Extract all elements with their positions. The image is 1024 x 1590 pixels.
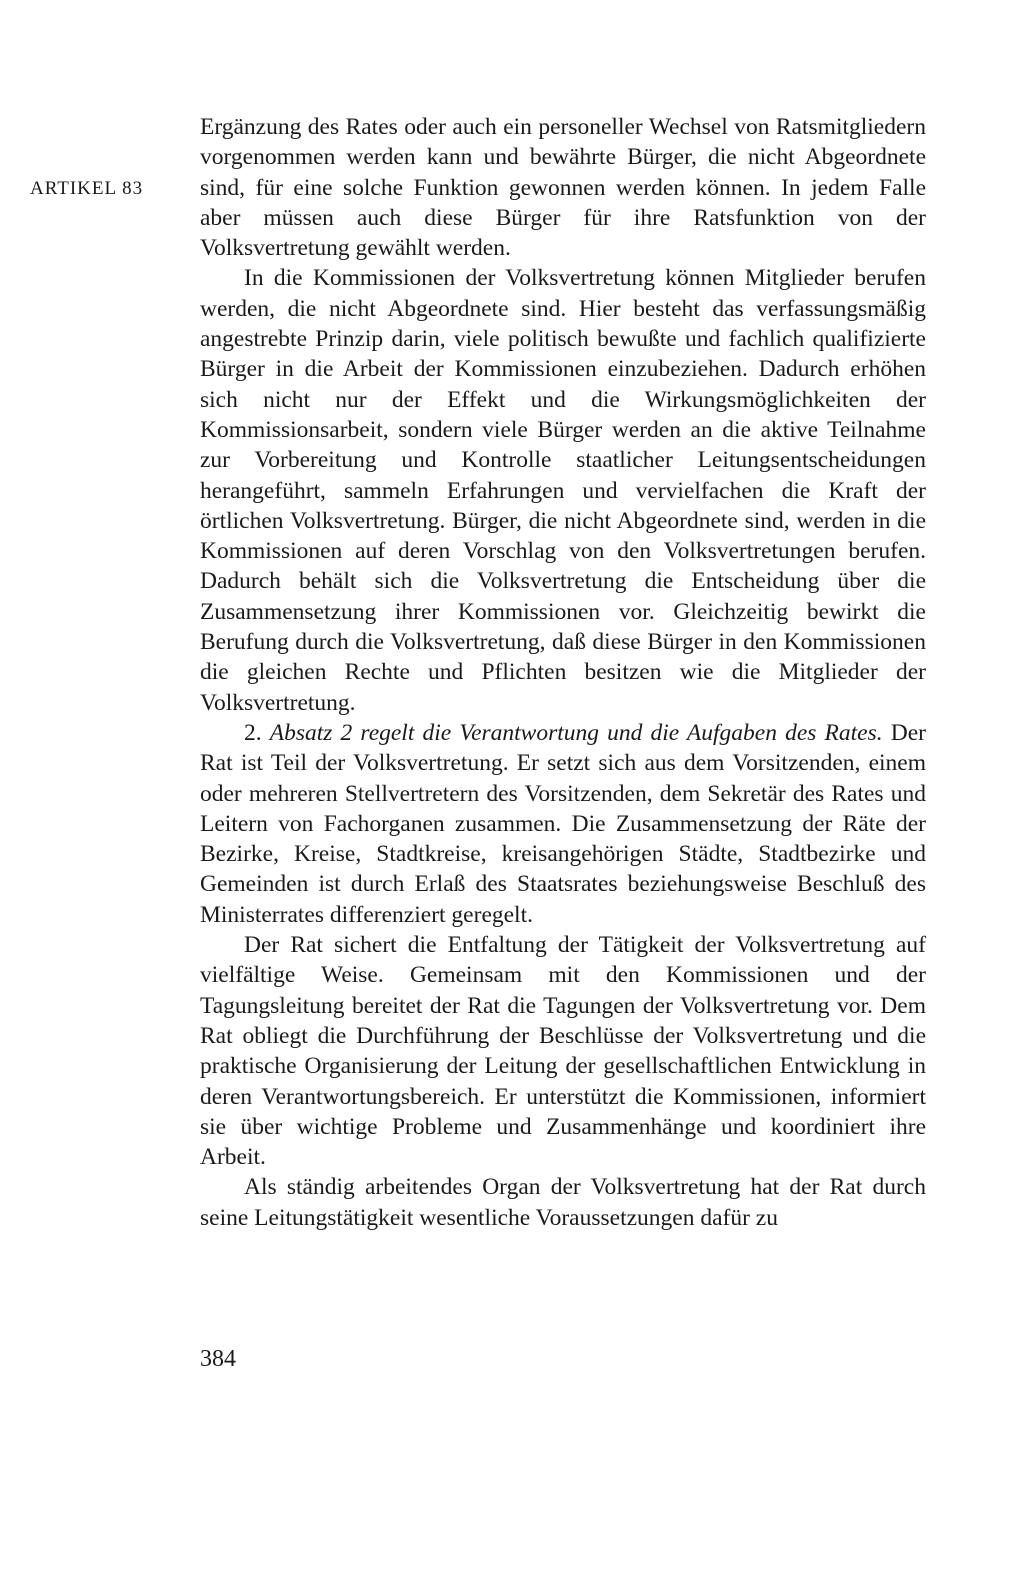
page-number: 384 <box>200 1346 236 1372</box>
article-margin-note: ARTIKEL 83 <box>30 178 144 199</box>
section-heading: Absatz 2 regelt die Verantwortung und die Aufgaben des Rates. <box>269 719 883 746</box>
section-body: Der Rat ist Teil der Volksvertretung. Er setzt sich aus dem Vorsitzenden, einem oder mehreren Stellvertretern des Vorsitzenden, dem Sekretär des Rates und Leitern von Fachorganen zusammen. Die Zusammensetzung der Räte der Bezirke, Kreise, Stadtkreise, kreisangehörigen Städte, Stadtbezirke und Gemeinden ist durch Erlaß des Staatsrates beziehungsweise Beschluß des Ministerrates differenziert geregelt. <box>200 719 926 928</box>
paragraph-council-duties: Der Rat sichert die Entfaltung der Tätigkeit der Volksvertretung auf vielfältige Weise. Gemeinsam mit den Kommissionen und der Tagungsleitung bereitet der Rat die Tagungen der Volksvertretung vor. Dem Rat obliegt die Durchführung der Beschlüsse der Volksvertretung und die praktische Organisierung der Leitung der gesellschaftlichen Entwicklung in deren Verantwortungsbereich. Er unterstützt die Kommissionen, informiert sie über wichtige Probleme und Zusammenhänge und koordiniert ihre Arbeit. <box>200 932 926 1171</box>
paragraph-continuation: Ergänzung des Rates oder auch ein personeller Wechsel von Ratsmitgliedern vorgenommen werden kann und bewährte Bürger, die nicht Abgeordnete sind, für eine solche Funktion gewonnen werden können. In jedem Falle aber müssen auch diese Bürger für ihre Ratsfunktion von der Volksvertretung gewählt werden. <box>200 114 926 262</box>
section-number: 2. <box>244 719 262 746</box>
paragraph-section-2 <box>200 718 926 930</box>
paragraph-standing-organ: Als ständig arbeitendes Organ der Volksvertretung hat der Rat durch seine Leitungstätigkeit wesentliche Voraussetzungen dafür zu <box>200 1174 926 1231</box>
body-text <box>200 112 926 1233</box>
paragraph-commissions: In die Kommissionen der Volksvertretung können Mitglieder berufen werden, die nicht Abgeordnete sind. Hier besteht das verfassungsmäßig angestrebte Prinzip darin, viele politisch bewußte und fachlich qualifizierte Bürger in die Arbeit der Kommissionen einzubeziehen. Dadurch erhöhen sich nicht nur der Effekt und die Wirkungsmöglichkeiten der Kommissionsarbeit, sondern viele Bürger werden an die aktive Teilnahme zur Vorbereitung und Kontrolle staatlicher Leitungsentscheidungen herangeführt, sammeln Erfahrungen und vervielfachen die Kraft der örtlichen Volksvertretung. Bürger, die nicht Abgeordnete sind, werden in die Kommissionen auf deren Vorschlag von den Volksvertretungen berufen. Dadurch behält sich die Volksvertretung die Entscheidung über die Zusammensetzung ihrer Kommissionen vor. Gleichzeitig bewirkt die Berufung durch die Volksvertretung, daß diese Bürger in den Kommissionen die gleichen Rechte und Pflichten besitzen wie die Mitglieder der Volksvertretung. <box>200 265 926 716</box>
